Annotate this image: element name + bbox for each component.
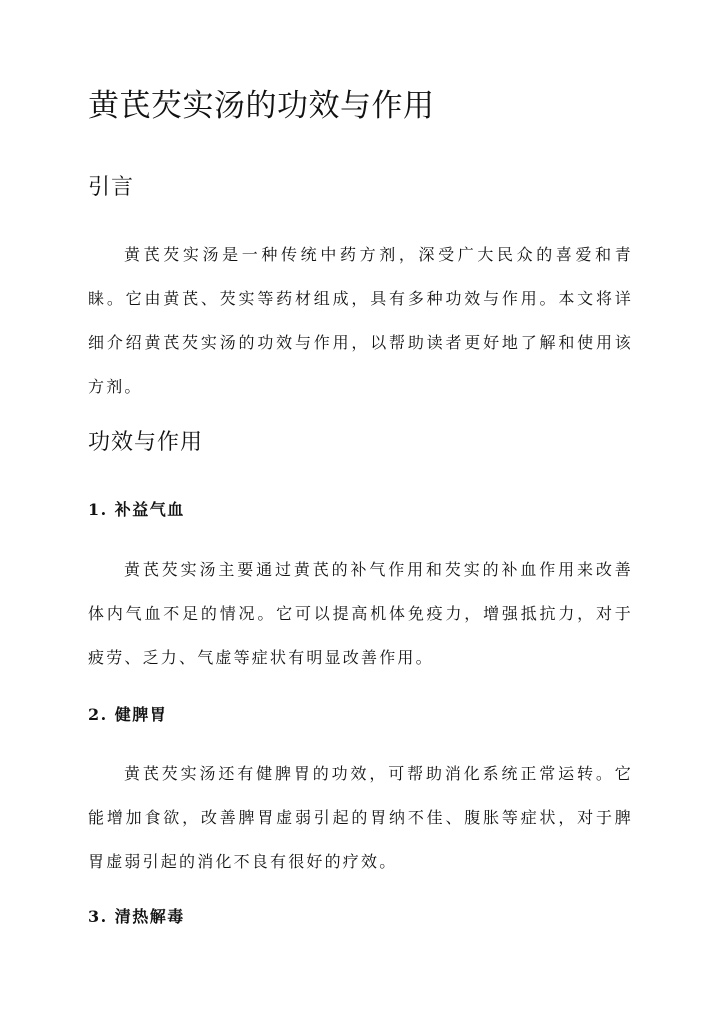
effect-item-paragraph-1: 黄芪芡实汤主要通过黄芪的补气作用和芡实的补血作用来改善体内气血不足的情况。它可以提高机体免疫力，增强抵抗力，对于疲劳、乏力、气虚等症状有明显改善作用。 [88,560,633,667]
effect-item-paragraph-2: 黄芪芡实汤还有健脾胃的功效，可帮助消化系统正常运转。它能增加食欲，改善脾胃虚弱引起的胃纳不佳、腹胀等症状，对于脾胃虚弱引起的消化不良有很好的疗效。 [88,764,633,871]
intro-heading: 引言 [88,175,135,200]
effect-item-heading-2: 2. 健脾胃 [88,705,168,724]
effects-heading: 功效与作用 [88,430,204,455]
effect-item-heading-3: 3. 清热解毒 [88,907,185,926]
intro-paragraph: 黄芪芡实汤是一种传统中药方剂，深受广大民众的喜爱和青睐。它由黄芪、芡实等药材组成，具有多种功效与作用。本文将详细介绍黄芪芡实汤的功效与作用，以帮助读者更好地了解和使用该方剂。 [88,245,633,396]
effect-item-heading-1: 1. 补益气血 [88,500,185,519]
page-title: 黄芪芡实汤的功效与作用 [88,88,435,124]
